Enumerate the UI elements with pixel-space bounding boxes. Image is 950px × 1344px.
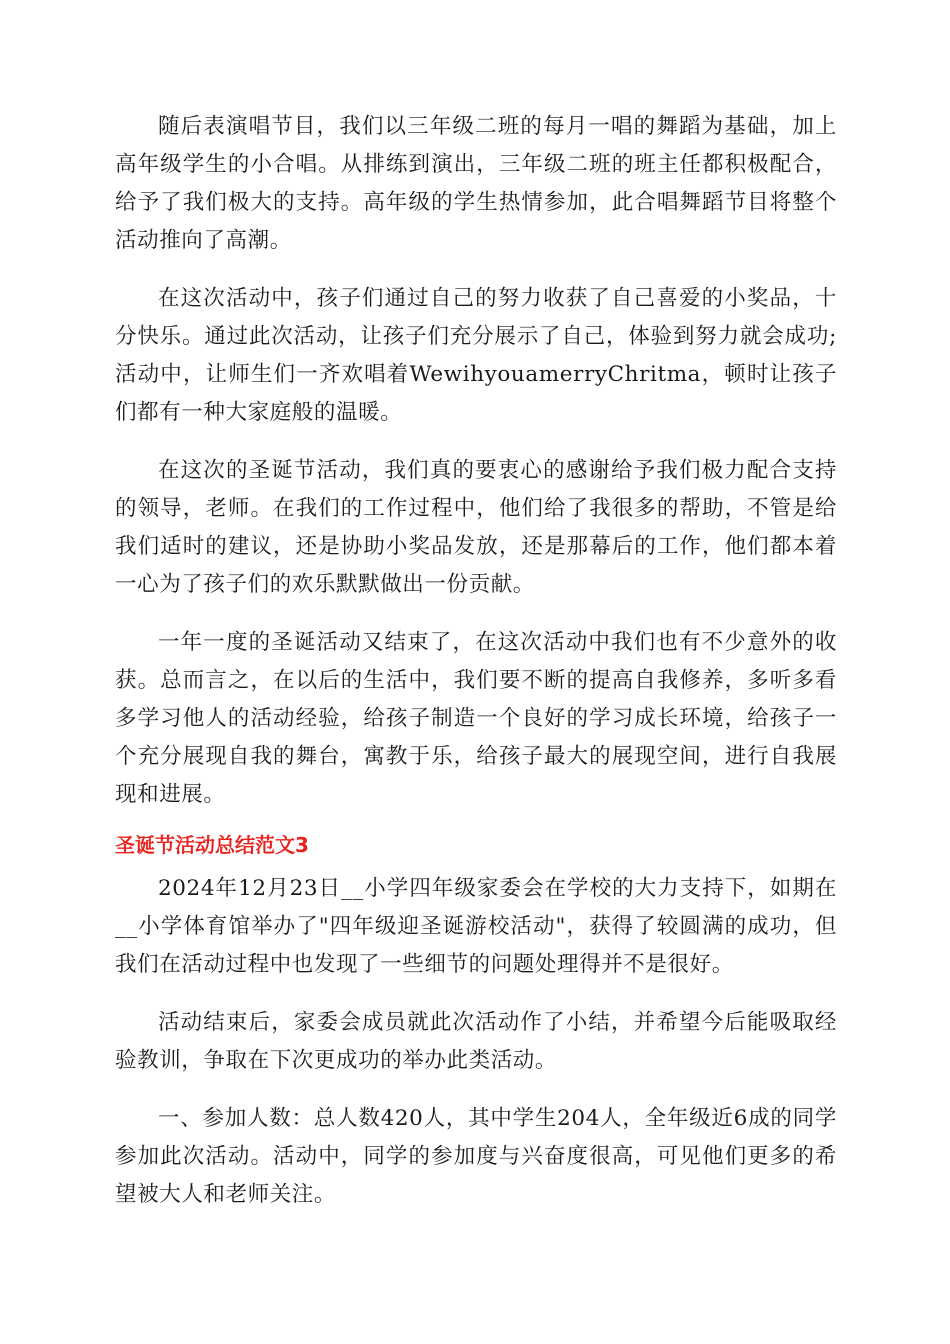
paragraph-participants: 一、参加人数：总人数420人，其中学生204人，全年级近6成的同学参加此次活动。活动中，同学的参加度与兴奋度很高，可见他们更多的希望被大人和老师关注。 <box>115 1106 837 1207</box>
paragraph-summary: 活动结束后，家委会成员就此次活动作了小结，并希望今后能吸取经验教训，争取在下次更成功的举办此类活动。 <box>115 1010 837 1073</box>
paragraph-activity-joy: 在这次活动中，孩子们通过自己的努力收获了自己喜爱的小奖品，十分快乐。通过此次活动，让孩子们充分展示了自己，体验到努力就会成功;活动中，让师生们一齐欢唱着WewihyouamerryChritma，顿时让孩子们都有一种大家庭般的温暖。 <box>115 286 837 425</box>
paragraph-conclusion: 一年一度的圣诞活动又结束了，在这次活动中我们也有不少意外的收获。总而言之，在以后的生活中，我们要不断的提高自我修养，多听多看多学习他人的活动经验，给孩子制造一个良好的学习成长环境，给孩子一个充分展现自我的舞台，寓教于乐，给孩子最大的展现空间，进行自我展现和进展。 <box>115 630 837 807</box>
section-heading: 圣诞节活动总结范文3 <box>115 833 309 857</box>
document-page <box>115 108 837 1234</box>
paragraph-event-intro: 2024年12月23日__小学四年级家委会在学校的大力支持下，如期在__小学体育馆举办了"四年级迎圣诞游校活动"，获得了较圆满的成功，但我们在活动过程中也发现了一些细节的问题处理得并不是很好。 <box>115 876 837 977</box>
paragraph-thanks: 在这次的圣诞节活动，我们真的要衷心的感谢给予我们极力配合支持的领导，老师。在我们的工作过程中，他们给了我很多的帮助，不管是给我们适时的建议，还是协助小奖品发放，还是那幕后的工作，他们都本着一心为了孩子们的欢乐默默做出一份贡献。 <box>115 458 837 597</box>
paragraph-performance: 随后表演唱节目，我们以三年级二班的每月一唱的舞蹈为基础，加上高年级学生的小合唱。从排练到演出，三年级二班的班主任都积极配合，给予了我们极大的支持。高年级的学生热情参加，此合唱舞蹈节目将整个活动推向了高潮。 <box>115 114 837 253</box>
